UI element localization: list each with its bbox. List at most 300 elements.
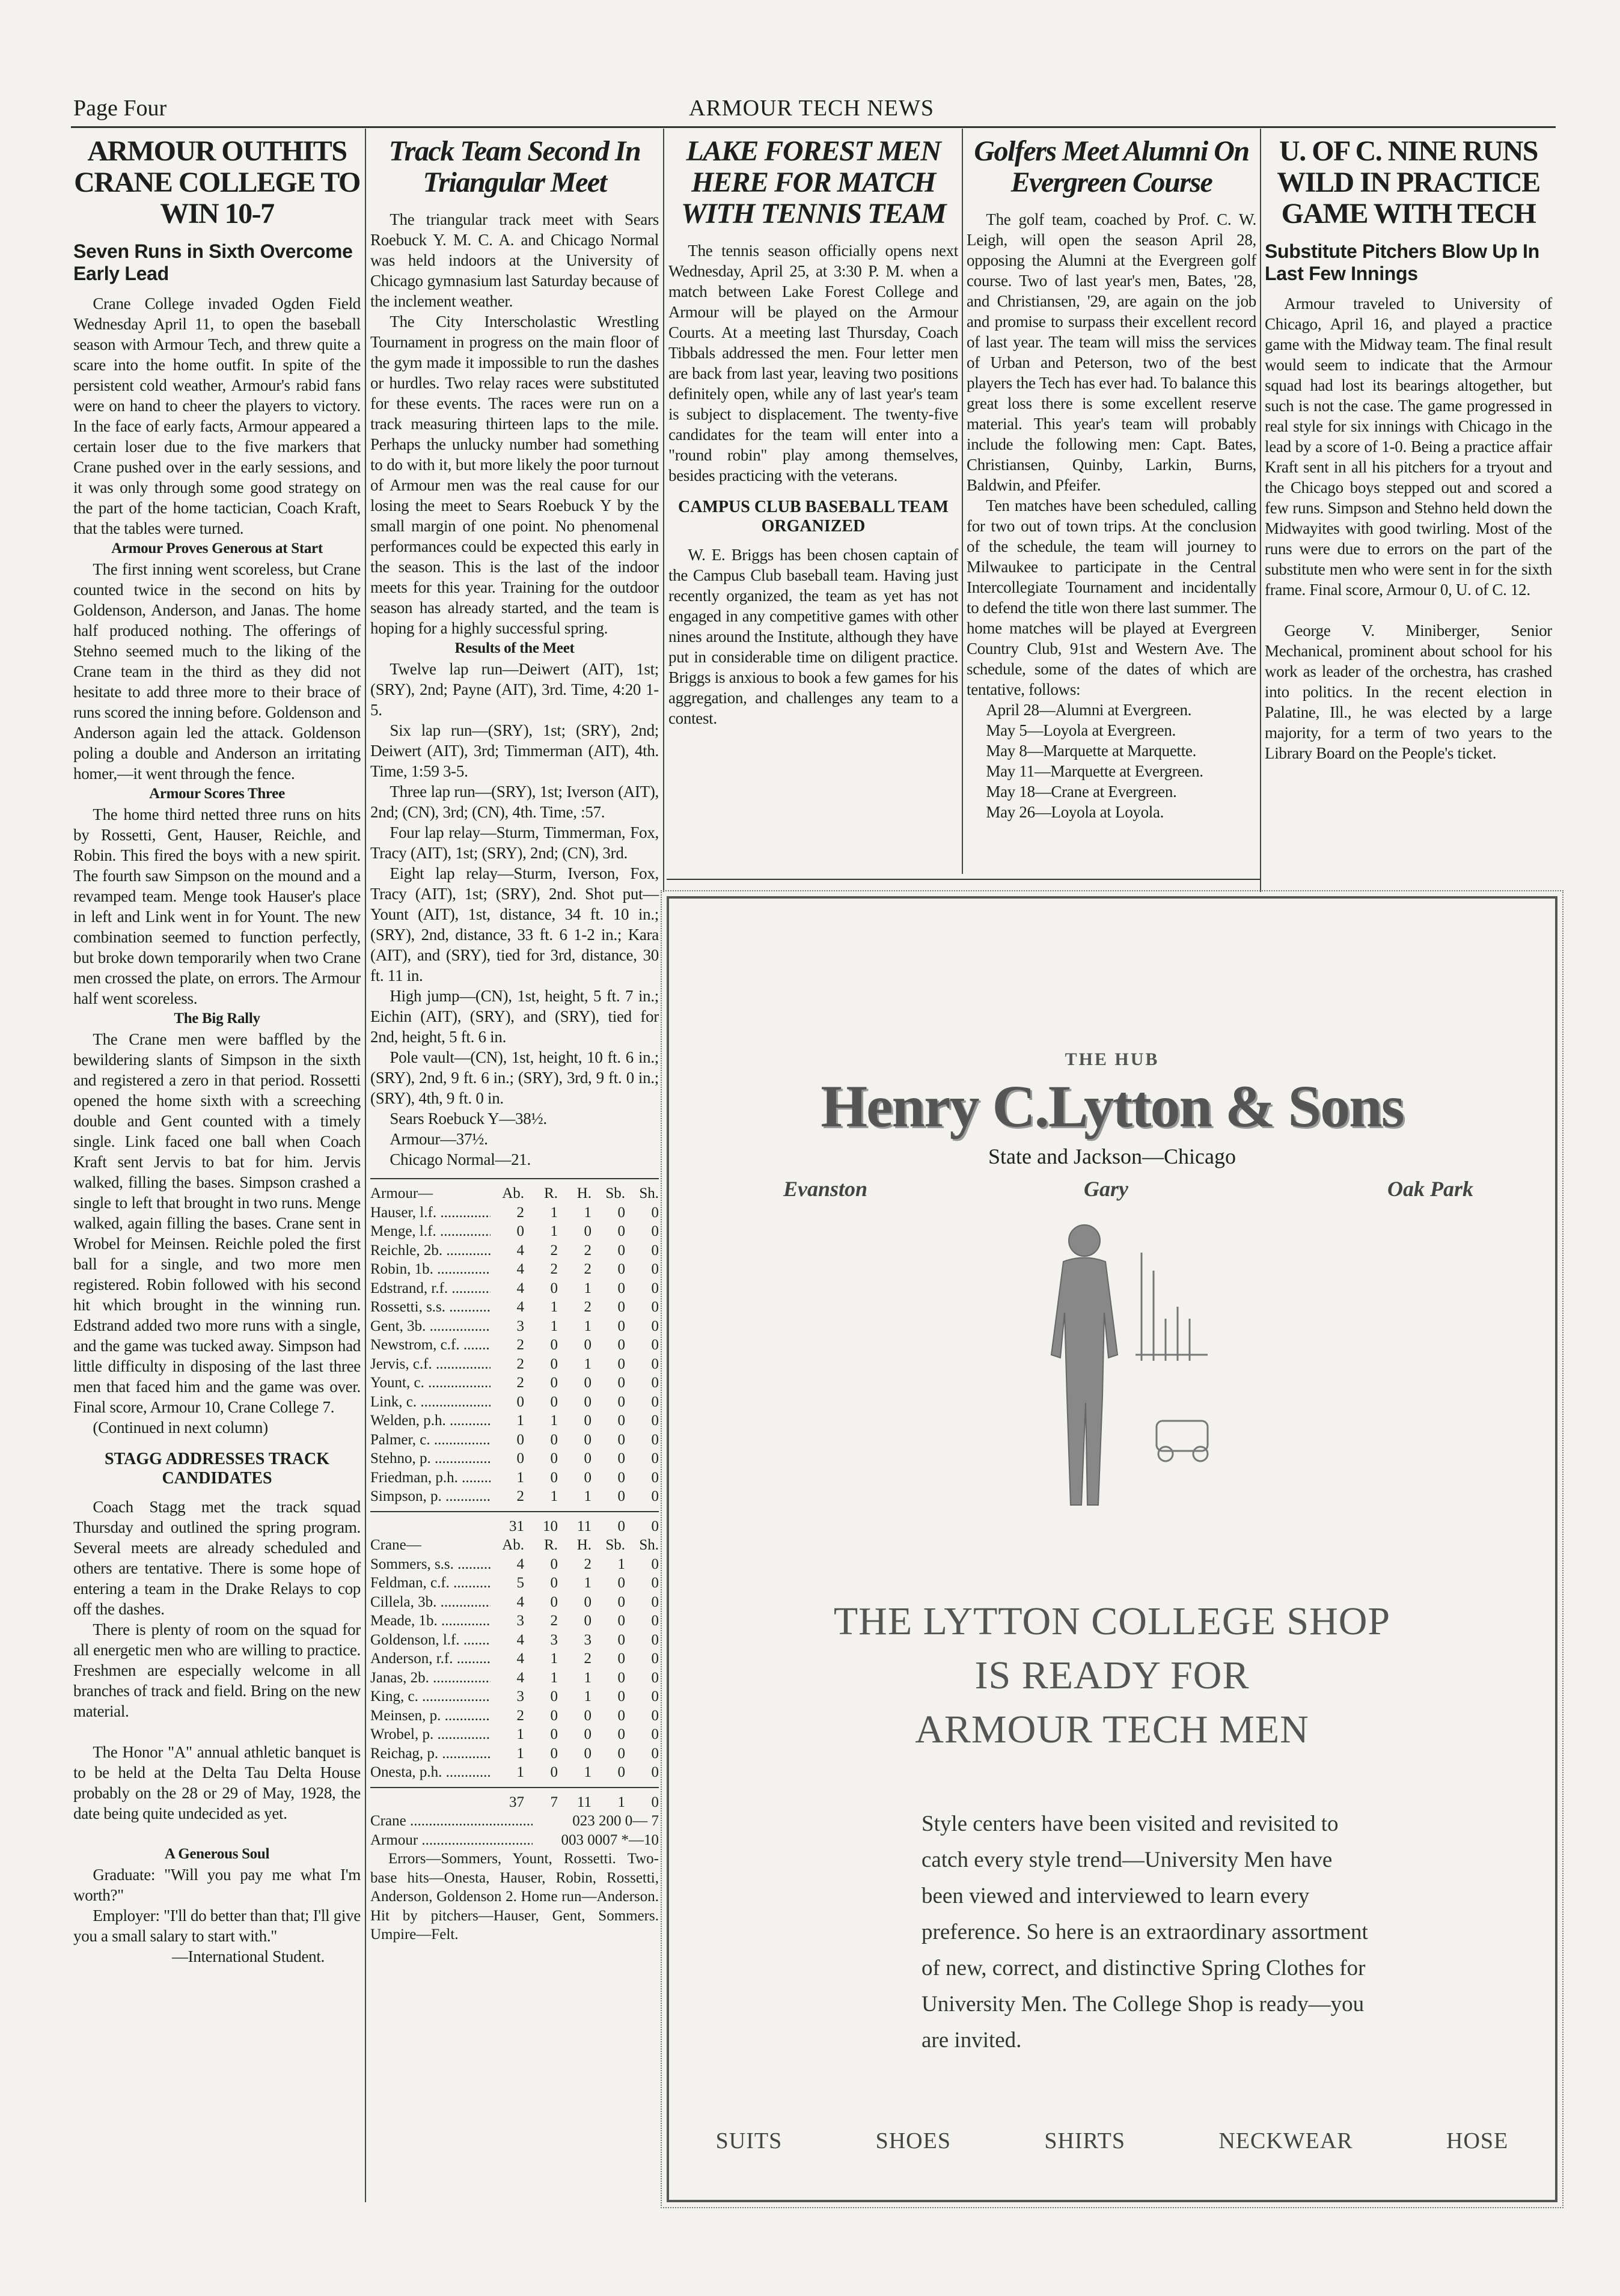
ad-body-text: Style centers have been visited and revisited to catch every style trend—University Men have been viewed and interviewed to learn every preference. So here is an extraordinary assortment of new, correct, and distinctive Spring Clothes for University Men. The College Shop is ready—you are invited. (922, 1812, 1368, 2053)
player-row (370, 1336, 659, 1355)
stat-cell: 0 (584, 1593, 591, 1610)
total-cell: 31 (509, 1518, 524, 1534)
player-row (370, 1687, 659, 1706)
stat-cell: 1 (516, 1726, 524, 1742)
paragraph: Four lap relay—Sturm, Timmerman, Fox, Tracy (AIT), 1st; (SRY), 2nd; (CN), 3rd. (370, 823, 659, 862)
stat-cell: 0 (651, 1223, 659, 1239)
column-rule (1260, 129, 1261, 892)
player-name: Palmer, c. ..... (370, 1430, 491, 1450)
stat-cell: 2 (516, 1375, 524, 1391)
stat-cell: 2 (516, 1204, 524, 1221)
headline: Track Team Second In Triangular Meet (388, 135, 641, 198)
paragraph: Eight lap relay—Sturm, Iverson, Fox, Tracy (AIT), 1st; (SRY), 2nd. Shot put—Yount (AIT), 1st, distance, 34 ft. 10 in.; (SRY), 2nd, distance, 33 ft. 6 1-2 in.; Kara (AIT), and (SRY), tied for 3rd, distance, 30 ft. 11 in. (370, 864, 659, 985)
stat-cell: 0 (617, 1204, 625, 1221)
masthead-rule (71, 126, 1556, 128)
stat-cell: 0 (651, 1469, 659, 1486)
stat-cell: 1 (550, 1412, 558, 1429)
paragraph: Three lap run—(SRY), 1st; Iverson (AIT), 2nd; (CN), 3rd; (CN), 4th. Time, :57. (370, 783, 659, 821)
stat-cell: 0 (651, 1613, 659, 1629)
line-score-row (370, 1831, 659, 1850)
total-cell: 11 (576, 1518, 591, 1534)
man-in-suit-illustration (1027, 1217, 1232, 1517)
player-name: Stehno, p. ..... (370, 1449, 491, 1468)
stat-cell: 0 (617, 1412, 625, 1429)
stat-cell: 0 (516, 1450, 524, 1467)
headline: U. OF C. NINE RUNS WILD IN PRACTICE GAME WITH TECH (1277, 135, 1540, 230)
stat-cell: 1 (550, 1204, 558, 1221)
total-cell: 37 (509, 1794, 524, 1810)
stat-cell: 0 (651, 1764, 659, 1780)
ad-item-shoes: SHOES (875, 2128, 951, 2154)
stat-cell: 0 (550, 1745, 558, 1762)
headline: Golfers Meet Alumni On Evergreen Course (974, 135, 1249, 198)
stat-cell: 0 (617, 1355, 625, 1372)
page-number: Page Four (73, 96, 167, 121)
store-address: State and Jackson—Chicago (988, 1144, 1236, 1168)
text-line: Armour—37½. (390, 1130, 488, 1148)
section-subhead: Armour Scores Three (149, 786, 285, 802)
stat-cell: 1 (584, 1764, 591, 1780)
lytton-advertisement (667, 896, 1557, 2202)
stat-cell: 0 (516, 1393, 524, 1410)
paragraph: The first inning went scoreless, but Crane counted twice in the second on hits by Goldenson, Anderson, and Janas. The home half produced nothing. The offerings of Stehno seemed much to the liking of the Crane team in the third as they did not hesitate to add three more to their brace of runs scored the inning before. Goldenson and Anderson again led the attack. Goldenson poling a double and Anderson an irritating homer,—it went through the fence. (73, 560, 361, 783)
totals-rule (370, 1511, 659, 1512)
stat-cell: 1 (516, 1764, 524, 1780)
stat-cell: 0 (584, 1431, 591, 1448)
column-golf (967, 133, 1256, 822)
stat-cell: 0 (550, 1726, 558, 1742)
stat-cell: 2 (516, 1488, 524, 1504)
stat-cell: 3 (516, 1688, 524, 1705)
stat-cell: 0 (516, 1223, 524, 1239)
city-gary: Gary (1084, 1177, 1128, 1201)
box-score-crane (370, 1536, 659, 1812)
stat-cell: 1 (584, 1688, 591, 1705)
stat-cell: 0 (584, 1375, 591, 1391)
stat-cell: 2 (584, 1299, 591, 1315)
stat-cell: 0 (617, 1375, 625, 1391)
paragraph: George V. Miniberger, Senior Mechanical, prominent about school for his work as leader of the orchestra, has crashed into politics. In the recent election in Palatine, Ill., he was elected by a large majority, for a term of two years to the Library Board on the People's ticket. (1265, 621, 1552, 762)
stat-cell: 0 (617, 1317, 625, 1334)
byline: —International Student. (171, 1947, 325, 1965)
subheadline: Substitute Pitchers Blow Up In Last Few Innings (1265, 240, 1539, 284)
line-score-team: Crane ..... (370, 1812, 533, 1831)
stat-cell: 0 (617, 1669, 625, 1686)
total-cell: 10 (543, 1518, 558, 1534)
player-row (370, 1574, 659, 1593)
stat-cell: 0 (651, 1375, 659, 1391)
player-name: Rossetti, s.s. ..... (370, 1298, 491, 1317)
stat-cell: 0 (584, 1223, 591, 1239)
player-name: Menge, l.f. ..... (370, 1222, 491, 1241)
totals-rule (370, 1787, 659, 1788)
ad-headline-line-3: ARMOUR TECH MEN (915, 1708, 1309, 1751)
paragraph: Armour traveled to University of Chicago, April 16, and played a practice game with the Midway team. The final result would seem to indicate that the Armour squad had lost its bearings altogether, but such is not the case. The game progressed in real style for six innings with Chicago in the lead by a score of 1-0. Being a practice affair Kraft sent in all his pitchers for a tryout and the Chicago boys stepped out and scored a few runs. Simpson and Stehno held down the Midwayites with good twirling. Most of the runs were due to errors on the part of the substitute men who were sent in for the sixth frame. Final score, Armour 0, U. of C. 12. (1265, 295, 1552, 599)
stat-cell: 0 (651, 1631, 659, 1648)
stat-cell: 1 (550, 1650, 558, 1667)
stat-cell: 4 (516, 1299, 524, 1315)
stat-cell: 1 (617, 1556, 625, 1572)
stat-cell: 2 (516, 1337, 524, 1353)
paragraph: The triangular track meet with Sears Roebuck Y. M. C. A. and Chicago Normal was held indoors at the University of Chicago gymnasium last Saturday because of the inclement weather. (370, 210, 659, 310)
stat-cell: 0 (651, 1745, 659, 1762)
stat-cell: 0 (651, 1575, 659, 1591)
stat-cell: 2 (550, 1242, 558, 1259)
box-score-armour (370, 1184, 659, 1536)
stat-cell: 0 (550, 1707, 558, 1724)
paragraph: Employer: "I'll do better than that; I'll give you a small salary to start with." (73, 1907, 361, 1945)
player-row (370, 1555, 659, 1574)
stat-cell: 0 (550, 1393, 558, 1410)
totals-row (370, 1517, 659, 1536)
stat-cell: 4 (516, 1669, 524, 1686)
ad-items (669, 2128, 1555, 2154)
stat-cell: 0 (617, 1613, 625, 1629)
stat-cell: 3 (516, 1317, 524, 1334)
stat-cell: 0 (651, 1242, 659, 1259)
line-score-row (370, 1812, 659, 1831)
total-cell: 7 (550, 1794, 558, 1810)
player-name: Friedman, p.h. ..... (370, 1468, 491, 1488)
stat-cell: 0 (550, 1556, 558, 1572)
stat-cell: 4 (516, 1631, 524, 1648)
player-row (370, 1706, 659, 1726)
city-oak-park: Oak Park (1387, 1177, 1473, 1201)
text-line: (Continued in next column) (93, 1418, 268, 1437)
player-row (370, 1373, 659, 1393)
stat-header: Ab. (502, 1185, 524, 1201)
text-line: May 18—Crane at Evergreen. (986, 783, 1177, 801)
player-name: Meade, 1b. ..... (370, 1611, 491, 1631)
stat-cell: 0 (584, 1337, 591, 1353)
total-cell: 0 (617, 1518, 625, 1534)
stat-cell: 4 (516, 1650, 524, 1667)
column-uofc-game (1265, 133, 1552, 763)
stat-cell: 0 (617, 1242, 625, 1259)
stat-cell: 0 (550, 1575, 558, 1591)
stat-cell: 1 (550, 1488, 558, 1504)
stat-cell: 0 (617, 1764, 625, 1780)
stat-header: Sb. (605, 1185, 625, 1201)
stat-cell: 4 (516, 1280, 524, 1296)
stat-cell: 2 (584, 1261, 591, 1277)
stat-cell: 0 (651, 1393, 659, 1410)
paragraph: Six lap run—(SRY), 1st; (SRY), 2nd; Deiwert (AIT), 3rd; Timmerman (AIT), 4th. Time, 1:59 3-5. (370, 721, 659, 780)
stat-cell: 1 (584, 1488, 591, 1504)
player-row (370, 1241, 659, 1260)
city-evanston: Evanston (783, 1177, 868, 1201)
box-header (370, 1184, 659, 1203)
player-name: Meinsen, p. ..... (370, 1706, 491, 1726)
totals-spacer (370, 1517, 491, 1536)
stat-header: H. (576, 1537, 591, 1553)
player-row (370, 1317, 659, 1336)
stat-cell: 1 (550, 1223, 558, 1239)
headline: ARMOUR OUTHITS CRANE COLLEGE TO WIN 10-7 (74, 135, 360, 230)
player-name: Cillela, 3b. ..... (370, 1593, 491, 1612)
stat-header: Ab. (502, 1537, 524, 1553)
player-row (370, 1355, 659, 1374)
subheadline: Seven Runs in Sixth Overcome Early Lead (73, 240, 353, 284)
player-row (370, 1393, 659, 1412)
ad-item-hose: HOSE (1446, 2128, 1509, 2154)
player-row (370, 1449, 659, 1468)
paragraph: Coach Stagg met the track squad Thursday and outlined the spring program. Several meets are already scheduled and others are tentative. There is some hope of entering a team in the Drake Relays to cop off the dashes. (73, 1498, 361, 1618)
stat-cell: 4 (516, 1593, 524, 1610)
stat-cell: 2 (584, 1650, 591, 1667)
stat-cell: 0 (651, 1688, 659, 1705)
stat-cell: 1 (516, 1412, 524, 1429)
spacer (73, 1721, 361, 1742)
stat-cell: 4 (516, 1242, 524, 1259)
paragraph: The tennis season officially opens next Wednesday, April 25, at 3:30 P. M. when a match between Lake Forest College and Armour will be played on the Armour Courts. At a meeting last Thursday, Coach Tibbals addressed the men. Four letter men are back from last year, leaving two positions definitely open, while any of last year's team is subject to displacement. The twenty-five candidates for the team will enter into a "round robin" play among themselves, besides practicing with the veterans. (668, 242, 958, 484)
column-rule (365, 129, 366, 2202)
stat-cell: 0 (550, 1337, 558, 1353)
stat-cell: 0 (617, 1650, 625, 1667)
player-row (370, 1298, 659, 1317)
paragraph: The home third netted three runs on hits by Rossetti, Gent, Hauser, Reichle, and Robin. This fired the boys with a new spirit. The fourth saw Simpson on the mound and a revamped team. Menge took Hauser's place in left and Link went in for Yount. The new combination seemed to function perfectly, but broke down temporarily when two Crane men crossed the plate, on errors. The Armour half went scoreless. (73, 805, 361, 1007)
stat-cell: 0 (550, 1764, 558, 1780)
stat-cell: 0 (550, 1375, 558, 1391)
stat-cell: 0 (617, 1450, 625, 1467)
stat-cell: 0 (617, 1745, 625, 1762)
column-rule (663, 129, 664, 892)
column-crane-game (73, 133, 361, 1967)
stat-cell: 0 (617, 1431, 625, 1448)
player-name: Hauser, l.f. ..... (370, 1203, 491, 1223)
player-name: Simpson, p. ..... (370, 1487, 491, 1506)
stat-cell: 0 (550, 1688, 558, 1705)
headline: STAGG ADDRESSES TRACK CANDIDATES (105, 1450, 329, 1488)
spacer (73, 1824, 361, 1844)
stat-cell: 0 (651, 1593, 659, 1610)
ad-item-shirts: SHIRTS (1044, 2128, 1125, 2154)
paragraph: The Honor "A" annual athletic banquet is to be held at the Delta Tau Delta House probably on the 28 or 29 of May, 1928, the date being quite undecided as yet. (73, 1743, 361, 1822)
stat-cell: 0 (651, 1280, 659, 1296)
stat-cell: 0 (617, 1707, 625, 1724)
stat-cell: 2 (584, 1556, 591, 1572)
player-name: Jervis, c.f. ..... (370, 1355, 491, 1374)
player-row (370, 1222, 659, 1241)
team-label: Armour— (370, 1185, 433, 1201)
stat-cell: 0 (550, 1355, 558, 1372)
stat-cell: 2 (584, 1242, 591, 1259)
paragraph: There is plenty of room on the squad for all energetic men who are willing to practice. Freshmen are especially welcome in all branches of track and field. Bring on the new material. (73, 1620, 361, 1720)
stat-header: H. (576, 1185, 591, 1201)
paragraph: The golf team, coached by Prof. C. W. Leigh, will open the season April 28, opposing the Alumni at the Evergreen golf course. Two of last year's men, Bates, '28, and Christiansen, '29, are again on the job and promise to surpass their excellent record of last year. The team will miss the services of Urban and Peterson, two of the best players the Tech has ever had. To balance this great loss there is some excellent reserve material. This year's team will probably include the following men: Capt. Bates, Christiansen, Quinby, Larkin, Burns, Baldwin, and Pfeifer. (967, 210, 1256, 494)
text-line: May 26—Loyola at Loyola. (986, 803, 1164, 821)
stat-cell: 0 (651, 1450, 659, 1467)
stat-cell: 0 (651, 1317, 659, 1334)
stat-cell: 0 (550, 1593, 558, 1610)
stat-cell: 1 (550, 1317, 558, 1334)
stat-cell: 0 (651, 1556, 659, 1572)
stat-cell: 4 (516, 1556, 524, 1572)
paragraph: Twelve lap run—Deiwert (AIT), 1st; (SRY), 2nd; Payne (AIT), 3rd. Time, 4:20 1-5. (370, 660, 659, 719)
box-score-rule (370, 1178, 659, 1179)
total-cell: 11 (576, 1794, 591, 1810)
stat-cell: 0 (617, 1223, 625, 1239)
ad-item-neckwear: NECKWEAR (1218, 2128, 1353, 2154)
stat-cell: 0 (550, 1469, 558, 1486)
stat-cell: 0 (617, 1726, 625, 1742)
stat-cell: 3 (584, 1631, 591, 1648)
player-name: Onesta, p.h. ..... (370, 1763, 491, 1782)
stat-cell: 0 (617, 1280, 625, 1296)
text-line: May 11—Marquette at Evergreen. (986, 762, 1203, 780)
stat-cell: 0 (550, 1280, 558, 1296)
stat-cell: 1 (516, 1745, 524, 1762)
player-row (370, 1487, 659, 1506)
ad-headline-line-1: THE LYTTON COLLEGE SHOP (833, 1599, 1391, 1643)
paragraph: The City Interscholastic Wrestling Tournament in progress on the main floor of the gym made it impossible to run the dashes or hurdles. Two relay races were substituted for these events. The races were run on a track measuring thirteen laps to the mile. Perhaps the unlucky number had something to do with it, but more likely the poor turnout of Armour men was the real cause for our losing the meet to Sears Roebuck Y by the small margin of one point. No phenomenal performances could be expected this early in the season. This is the last of the indoor meets for this year. Training for the outdoor season has already started, and the team is hoping for a highly successful spring. (370, 313, 659, 637)
box-score (370, 1178, 659, 1944)
player-name: Janas, 2b. ..... (370, 1669, 491, 1688)
section-subhead: A Generous Soul (164, 1846, 270, 1862)
totals-row (370, 1793, 659, 1812)
stat-header: R. (544, 1185, 558, 1201)
stat-cell: 1 (584, 1575, 591, 1591)
stat-cell: 1 (550, 1669, 558, 1686)
stat-cell: 0 (617, 1631, 625, 1648)
stat-cell: 0 (584, 1469, 591, 1486)
headline: CAMPUS CLUB BASEBALL TEAM ORGANIZED (678, 498, 949, 536)
stat-cell: 1 (584, 1355, 591, 1372)
stat-cell: 2 (550, 1261, 558, 1277)
player-name: Robin, 1b. ..... (370, 1260, 491, 1279)
lytton-brand-logo: Henry C.Lytton & Sons (821, 1073, 1404, 1140)
stat-cell: 0 (651, 1412, 659, 1429)
newspaper-title: ARMOUR TECH NEWS (689, 96, 934, 121)
stat-cell: 0 (617, 1488, 625, 1504)
box-header (370, 1536, 659, 1555)
stat-header: Sb. (605, 1537, 625, 1553)
player-row (370, 1611, 659, 1631)
totals-spacer (370, 1793, 491, 1812)
player-name: King, c. ..... (370, 1687, 491, 1706)
section-subhead: Results of the Meet (454, 640, 575, 656)
paragraph: The Crane men were baffled by the bewildering slants of Simpson in the sixth and registered a zero in that period. Rossetti opened the home sixth with a screeching double and Gent counted with a timely single. Link faced one ball when Coach Kraft sent Jervis to bat for him. Jervis walked, filling the bases. Simpson crashed a single to left that brought in two runs. Menge walked, again filling the bases. Crane sent in Wrobel for Meinsen. Reichle poled the first ball for a single, and two more men registered. Robin followed with his second hit which brought in the winning run. Edstrand added two more runs with a single, and the game was tucked away. Simpson had little difficulty in disposing of the last three men that faced him and the game was over. Final score, Armour 10, Crane College 7. (73, 1030, 361, 1416)
stat-header: Sh. (639, 1185, 659, 1201)
game-summary: Errors—Sommers, Yount, Rossetti. Two-base hits—Onesta, Hauser, Robin, Rossetti, Anderson, Goldenson 2. Home run—Anderson. Hit by pitchers—Hauser, Gent, Sommers. Umpire—Felt. (370, 1851, 659, 1943)
column-track-meet (370, 133, 659, 1944)
stat-cell: 0 (651, 1299, 659, 1315)
line-score-innings: 003 0007 *—10 (561, 1831, 659, 1848)
section-subhead: The Big Rally (174, 1010, 260, 1027)
stat-cell: 0 (651, 1204, 659, 1221)
column-rule (962, 129, 963, 874)
paragraph: W. E. Briggs has been chosen captain of the Campus Club baseball team. Having just recently organized, the team as yet has not engaged in any competitive games with other nines around the Institute, although they have put in considerable time on diligent practice. Briggs is anxious to book a few games for his aggregation, and challenges any team to a contest. (668, 546, 958, 727)
player-row (370, 1725, 659, 1744)
player-row (370, 1203, 659, 1223)
player-row (370, 1763, 659, 1782)
stat-cell: 0 (584, 1393, 591, 1410)
total-cell: 1 (617, 1794, 625, 1810)
player-name: Newstrom, c.f. ..... (370, 1336, 491, 1355)
player-name: Reichle, 2b. ..... (370, 1241, 491, 1260)
player-name: Gent, 3b. ..... (370, 1317, 491, 1336)
line-score (370, 1812, 659, 1849)
player-row (370, 1279, 659, 1298)
stat-cell: 2 (516, 1707, 524, 1724)
stat-cell: 4 (516, 1261, 524, 1277)
player-name: Reichag, p. ..... (370, 1744, 491, 1763)
stat-cell: 0 (550, 1431, 558, 1448)
team-label: Crane— (370, 1537, 421, 1553)
player-row (370, 1468, 659, 1488)
headline: LAKE FOREST MEN HERE FOR MATCH WITH TENNIS TEAM (680, 135, 946, 230)
stat-cell: 0 (516, 1431, 524, 1448)
stat-cell: 2 (516, 1355, 524, 1372)
player-name: Wrobel, p. ..... (370, 1725, 491, 1744)
text-line: Sears Roebuck Y—38½. (390, 1110, 547, 1128)
paragraph: Pole vault—(CN), 1st, height, 10 ft. 6 in.; (SRY), 2nd, 9 ft. 6 in.; (SRY), 3rd, 9 ft. 0 in.; (SRY), 4th, 9 ft. 0 in. (370, 1048, 659, 1107)
player-name: Goldenson, l.f. ..... (370, 1631, 491, 1650)
stat-cell: 0 (617, 1688, 625, 1705)
text-line: May 8—Marquette at Marquette. (986, 742, 1197, 760)
stat-cell: 0 (584, 1745, 591, 1762)
stat-cell: 0 (584, 1726, 591, 1742)
stat-cell: 3 (550, 1631, 558, 1648)
stat-cell: 0 (651, 1669, 659, 1686)
stat-cell: 0 (550, 1450, 558, 1467)
player-row (370, 1430, 659, 1450)
section-subhead: Armour Proves Generous at Start (111, 540, 323, 557)
stat-cell: 0 (584, 1412, 591, 1429)
player-name: Feldman, c.f. ..... (370, 1574, 491, 1593)
text-line: Chicago Normal—21. (390, 1150, 531, 1168)
stat-cell: 0 (617, 1337, 625, 1353)
stat-cell: 5 (516, 1575, 524, 1591)
stat-cell: 0 (651, 1488, 659, 1504)
stat-header: R. (544, 1537, 558, 1553)
stat-cell: 0 (584, 1707, 591, 1724)
stat-cell: 1 (550, 1299, 558, 1315)
player-row (370, 1649, 659, 1669)
ad-item-suits: SUITS (715, 2128, 783, 2154)
player-name: Yount, c. ..... (370, 1373, 491, 1393)
total-cell: 0 (651, 1794, 659, 1810)
player-name: Sommers, s.s. ..... (370, 1555, 491, 1574)
stat-cell: 0 (651, 1707, 659, 1724)
stat-cell: 3 (516, 1613, 524, 1629)
stat-cell: 1 (584, 1669, 591, 1686)
stat-cell: 2 (550, 1613, 558, 1629)
stat-cell: 1 (584, 1280, 591, 1296)
stat-cell: 0 (617, 1261, 625, 1277)
text-line: April 28—Alumni at Evergreen. (986, 701, 1192, 719)
stat-cell: 0 (617, 1299, 625, 1315)
player-name: Link, c. ..... (370, 1393, 491, 1412)
player-row (370, 1744, 659, 1763)
paragraph: High jump—(CN), 1st, height, 5 ft. 7 in.; Eichin (AIT), (SRY), and (SRY), tied for 2nd, height, 5 ft. 6 in. (370, 987, 659, 1046)
stat-cell: 0 (651, 1726, 659, 1742)
paragraph: Ten matches have been scheduled, calling for two out of town trips. At the conclusion of the schedule, the team will journey to Milwaukee to participate in the Central Intercollegiate Tournament and incidentally to defend the title won there last summer. The home matches will be played at Evergreen Country Club, 91st and Western Ave. The schedule, some of the dates of which are tentative, follows: (967, 496, 1256, 698)
line-score-team: Armour ..... (370, 1831, 533, 1850)
stat-cell: 0 (651, 1355, 659, 1372)
stat-cell: 1 (584, 1204, 591, 1221)
player-name: Welden, p.h. ..... (370, 1411, 491, 1430)
player-name: Anderson, r.f. ..... (370, 1649, 491, 1669)
line-score-innings: 023 200 0— 7 (572, 1813, 659, 1829)
stat-header: Sh. (639, 1537, 659, 1553)
stat-cell: 0 (617, 1393, 625, 1410)
stat-cell: 0 (651, 1650, 659, 1667)
section-rule (667, 879, 1260, 880)
stat-cell: 0 (584, 1450, 591, 1467)
player-row (370, 1593, 659, 1612)
ad-headline-line-2: IS READY FOR (974, 1653, 1250, 1697)
